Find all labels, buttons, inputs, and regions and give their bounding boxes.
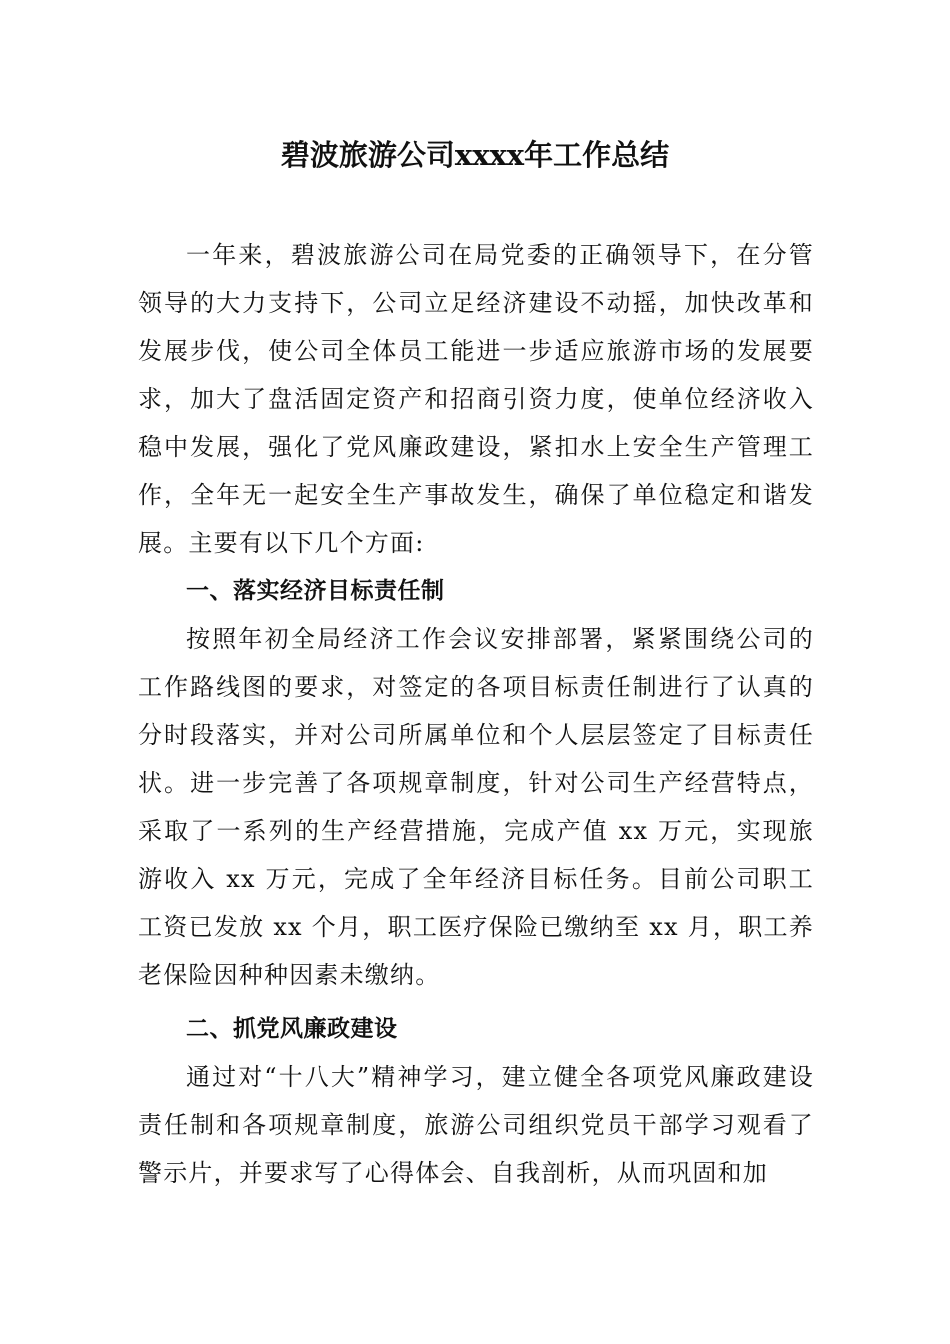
section-heading-party-integrity: 二、抓党风廉政建设 [186,1016,398,1042]
document-body [138,231,814,1197]
intro-paragraph: 一年来，碧波旅游公司在局党委的正确领导下，在分管领导的大力支持下，公司立足经济建设不动摇，加快改革和发展步伐，使公司全体员工能进一步适应旅游市场的发展要求，加大了盘活固定资产和招商引资力度，使单位经济收入稳中发展，强化了党风廉政建设，紧扣水上安全生产管理工作，全年无一起安全生产事故发生，确保了单位稳定和谐发展。主要有以下几个方面: [138,241,814,557]
section-paragraph-economic-targets: 按照年初全局经济工作会议安排部署，紧紧围绕公司的工作路线图的要求，对签定的各项目标责任制进行了认真的分时段落实，并对公司所属单位和个人层层签定了目标责任状。进一步完善了各项规章制度，针对公司生产经营特点，采取了一系列的生产经营措施，完成产值 xx 万元，实现旅游收入 xx 万元，完成了全年经济目标任务。目前公司职工工资已发放 xx 个月，职工医疗保险已缴纳至 xx 月，职工养老保险因种种因素未缴纳。 [138,625,814,989]
section-heading-economic-targets: 一、落实经济目标责任制 [186,578,445,604]
document-title: 碧波旅游公司xxxx年工作总结 [280,138,670,172]
section-paragraph-party-integrity: 通过对“十八大”精神学习，建立健全各项党风廉政建设责任制和各项规章制度，旅游公司组织党员干部学习观看了警示片，并要求写了心得体会、自我剖析，从而巩固和加 [138,1063,814,1187]
